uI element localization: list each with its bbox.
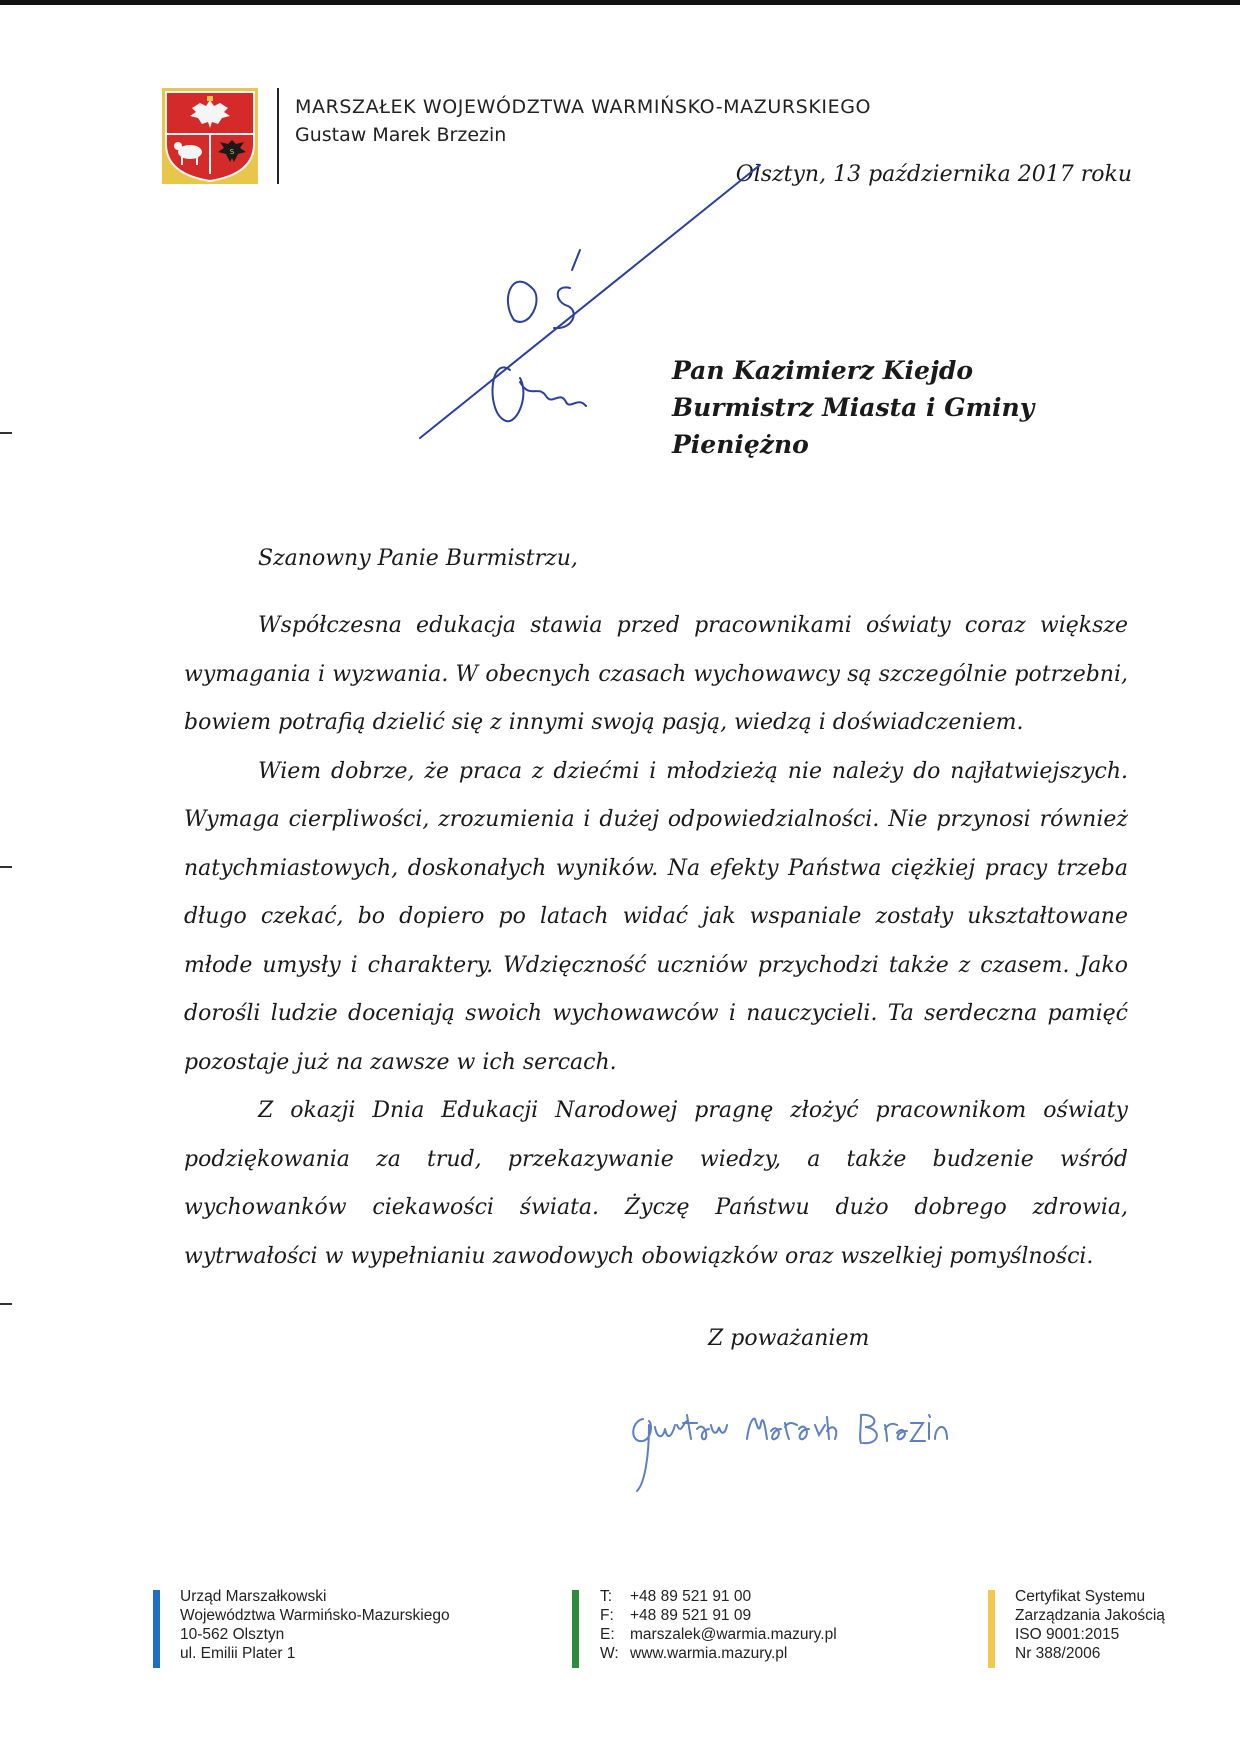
- addressee-name: Pan Kazimierz Kiejdo: [672, 356, 974, 385]
- footer-address-line: ul. Emilii Plater 1: [180, 1645, 296, 1662]
- scan-margin-mark: [0, 432, 12, 434]
- salutation: Szanowny Panie Burmistrzu,: [258, 546, 578, 571]
- contact-label: F:: [600, 1607, 614, 1624]
- header-divider: [277, 88, 279, 184]
- phone-number: +48 89 521 91 00: [630, 1588, 752, 1605]
- footer-address: [180, 1587, 450, 1663]
- fax-number: +48 89 521 91 09: [630, 1607, 752, 1624]
- footer-contact-bar: [572, 1590, 579, 1668]
- body-paragraph: Współczesna edukacja stawia przed pracownikami oświaty coraz większe wymagania i wyzwania. W obecnych czasach wychowawcy są szczególnie potrzebni, bowiem potrafią dzielić się z innymi swoją pasją, wiedzą i doświadczeniem.: [184, 613, 1128, 735]
- certificate-line: Certyfikat Systemu: [1015, 1588, 1146, 1605]
- footer-certificate: [1015, 1587, 1165, 1663]
- website-address: www.warmia.mazury.pl: [630, 1645, 788, 1662]
- footer-address-line: 10-562 Olsztyn: [180, 1626, 285, 1643]
- body-paragraph: Wiem dobrze, że praca z dziećmi i młodzieżą nie należy do najłatwiejszych. Wymaga cierpliwości, zrozumienia i dużej odpowiedzialności. Nie przynosi również natychmiastowych, doskonałych wyników. Na efekty Państwa ciężkiej pracy trzeba długo czekać, bo dopiero po latach widać jak wspaniale zostały ukształtowane młode umysły i charaktery. Wdzięczność uczniów przychodzi także z czasem. Jako dorośli ludzie doceniają swoich wychowawców i nauczycieli. Ta serdeczna pamięć pozostaje już na zawsze w ich sercach.: [184, 758, 1128, 1075]
- letter-body: [184, 602, 1128, 1281]
- footer-website: [600, 1644, 837, 1663]
- handwritten-signature: [625, 1395, 985, 1495]
- certificate-line: Zarządzania Jakością: [1015, 1607, 1165, 1624]
- coat-of-arms-icon: [162, 88, 258, 184]
- footer-address-line: Urząd Marszałkowski: [180, 1588, 327, 1605]
- addressee-position: Burmistrz Miasta i Gminy: [672, 393, 1035, 422]
- certificate-line: Nr 388/2006: [1015, 1645, 1101, 1662]
- footer-email: [600, 1625, 837, 1644]
- contact-label: E:: [600, 1626, 615, 1643]
- office-holder-name: Gustaw Marek Brzezin: [295, 124, 507, 146]
- footer-contacts: [600, 1587, 837, 1663]
- office-title: MARSZAŁEK WOJEWÓDZTWA WARMIŃSKO-MAZURSKIEGO: [295, 96, 872, 118]
- contact-label: T:: [600, 1588, 613, 1605]
- addressee-block: [672, 352, 1034, 463]
- addressee-town: Pieniężno: [672, 430, 809, 459]
- email-address: marszalek@warmia.mazury.pl: [630, 1626, 837, 1643]
- body-paragraph: Z okazji Dnia Edukacji Narodowej pragnę złożyć pracownikom oświaty podziękowania za trud, przekazywanie wiedzy, a także budzenie wśród wychowanków ciekawości świata. Życzę Państwu dużo dobrego zdrowia, wytrwałości w wypełnianiu zawodowych obowiązków oraz wszelkiej pomyślności.: [184, 1098, 1128, 1269]
- footer-fax: [600, 1606, 837, 1625]
- closing-phrase: Z poważaniem: [708, 1326, 870, 1351]
- footer-address-line: Województwa Warmińsko-Mazurskiego: [180, 1607, 450, 1624]
- footer-phone: [600, 1587, 837, 1606]
- contact-label: W:: [600, 1645, 619, 1662]
- scan-margin-mark: [0, 1303, 12, 1305]
- svg-text:S: S: [229, 148, 235, 156]
- scan-edge-line: [0, 0, 1240, 5]
- scan-margin-mark: [0, 866, 12, 868]
- certificate-line: ISO 9001:2015: [1015, 1626, 1120, 1643]
- footer-certificate-bar: [988, 1590, 995, 1668]
- letter-date: Olsztyn, 13 października 2017 roku: [735, 162, 1132, 187]
- footer-address-bar: [153, 1590, 160, 1668]
